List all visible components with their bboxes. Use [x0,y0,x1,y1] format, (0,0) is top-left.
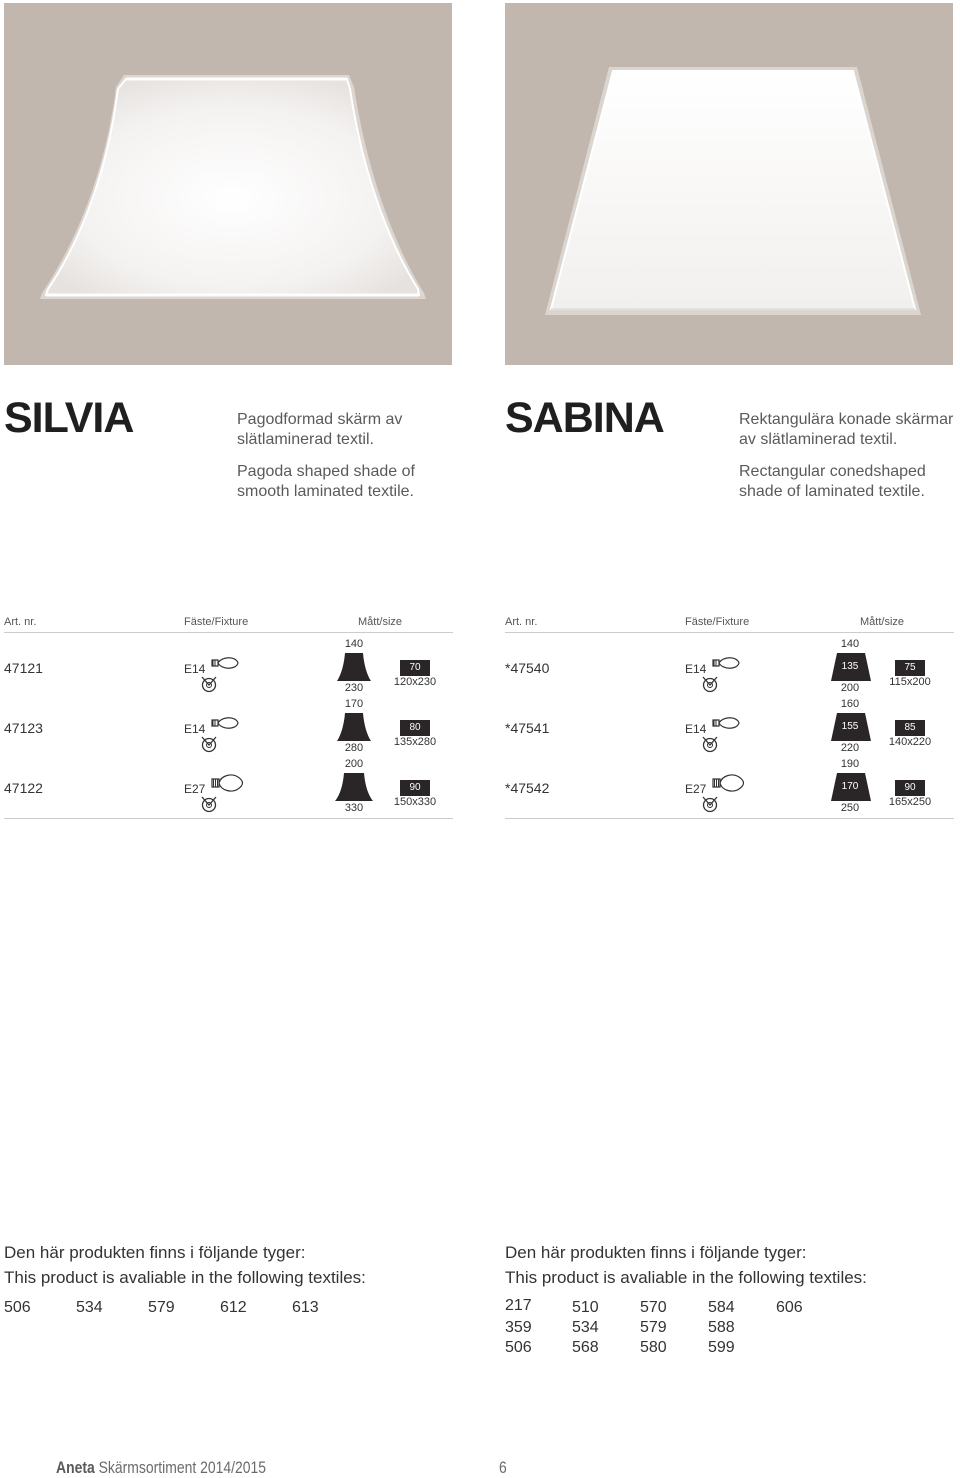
silvia-title: SILVIA [4,394,134,442]
textile-code: 579 [640,1319,667,1336]
height-box: 90 [400,780,430,796]
col-header-art: Art. nr. [505,616,538,628]
pagoda-shade-icon [337,713,371,741]
fixture-type: E27 [685,782,707,796]
silvia-photo [4,3,452,365]
divider [505,818,954,819]
art-number: 47123 [4,720,43,736]
mid-width: 135 [841,661,859,672]
standard-bulb-icon [711,772,745,794]
art-number: 47122 [4,780,43,796]
fixture-type: E14 [685,662,707,676]
top-width: 160 [840,698,860,710]
size-value: 120x230 [393,676,437,688]
table-row [4,638,453,698]
textile-code: 568 [572,1339,599,1356]
textile-code: 534 [572,1319,599,1336]
size-value: 165x250 [888,796,932,808]
fixture-type: E14 [184,662,206,676]
art-number: *47542 [505,780,550,796]
divider [505,632,954,633]
col-header-size: Mått/size [860,616,905,628]
textile-code: 613 [292,1299,319,1316]
footer-catalog-name: Skärmsortiment 2014/2015 [98,1458,266,1477]
page-number: 6 [499,1458,507,1477]
top-width: 190 [840,758,860,770]
height-box: 75 [895,660,925,676]
height-box: 80 [400,720,430,736]
height-box: 90 [895,780,925,796]
textiles-heading-en: This product is avaliable in the following textiles: [505,1268,867,1287]
sabina-desc-sv: Rektangulära konade skärmar av slätlaminerad textil. [739,411,954,448]
textile-code: 506 [4,1299,31,1316]
sabina-textile-list [505,1298,945,1368]
textile-code: 579 [148,1299,175,1316]
col-header-fixture: Fäste/Fixture [685,616,750,628]
sabina-title: SABINA [505,394,664,442]
table-row [505,758,954,818]
footer-catalog [56,1458,266,1478]
fixture-type: E14 [184,722,206,736]
socket-icon [200,735,218,753]
fixture-type: E27 [184,782,206,796]
table-row [4,698,453,758]
table-row [4,758,453,818]
pagoda-shade-image [4,3,452,365]
textile-code: 359 [505,1319,532,1336]
candle-bulb-icon [711,714,741,732]
candle-bulb-icon [711,654,741,672]
textile-code: 506 [505,1339,532,1356]
sabina-spec-table [505,612,954,822]
fixture-type: E14 [685,722,707,736]
pagoda-shade-icon [335,773,373,801]
textile-code: 217 [505,1297,532,1314]
top-diameter: 170 [344,698,364,710]
textiles-heading-sv: Den här produkten finns i följande tyger: [505,1243,807,1262]
candle-bulb-icon [210,714,240,732]
textile-code: 584 [708,1299,735,1316]
col-header-fixture: Fäste/Fixture [184,616,249,628]
mid-width: 170 [841,781,859,792]
size-value: 135x280 [393,736,437,748]
divider [4,632,453,633]
height-box: 70 [400,660,430,676]
bottom-diameter: 280 [344,742,364,754]
table-row [505,638,954,698]
textile-code: 510 [572,1299,599,1316]
textile-code: 612 [220,1299,247,1316]
rectangular-shade-image [505,3,953,365]
textile-code: 599 [708,1339,735,1356]
socket-icon [701,735,719,753]
textiles-heading-sv: Den här produkten finns i följande tyger: [4,1243,306,1262]
sabina-desc-en: Rectangular conedshaped shade of laminated textile. [739,463,926,500]
bottom-width: 220 [840,742,860,754]
textile-code: 588 [708,1319,735,1336]
art-number: *47540 [505,660,550,676]
silvia-textiles-heading [4,1240,366,1290]
top-diameter: 140 [344,638,364,650]
height-box: 85 [895,720,925,736]
bottom-diameter: 230 [344,682,364,694]
textile-code: 606 [776,1299,803,1316]
art-number: 47121 [4,660,43,676]
textile-code: 580 [640,1339,667,1356]
divider [4,818,453,819]
silvia-spec-table [4,612,453,822]
footer-brand: Aneta [56,1458,95,1477]
mid-width: 155 [841,721,859,732]
size-value: 140x220 [888,736,932,748]
socket-icon [701,795,719,813]
sabina-textiles-heading [505,1240,867,1290]
col-header-art: Art. nr. [4,616,37,628]
col-header-size: Mått/size [358,616,403,628]
bottom-width: 250 [840,802,860,814]
bottom-width: 200 [840,682,860,694]
table-row [505,698,954,758]
top-width: 140 [840,638,860,650]
size-value: 150x330 [393,796,437,808]
socket-icon [701,675,719,693]
silvia-desc-sv: Pagodformad skärm av slätlaminerad textil. [237,411,403,448]
size-value: 115x200 [889,676,931,688]
standard-bulb-icon [210,772,244,794]
sabina-photo [505,3,953,365]
candle-bulb-icon [210,654,240,672]
silvia-desc-en: Pagoda shaped shade of smooth laminated textile. [237,463,415,500]
silvia-textile-list [4,1298,404,1358]
textiles-heading-en: This product is avaliable in the following textiles: [4,1268,366,1287]
top-diameter: 200 [344,758,364,770]
socket-icon [200,795,218,813]
art-number: *47541 [505,720,550,736]
textile-code: 534 [76,1299,103,1316]
pagoda-shade-icon [337,653,371,681]
textile-code: 570 [640,1299,667,1316]
bottom-diameter: 330 [344,802,364,814]
socket-icon [200,675,218,693]
